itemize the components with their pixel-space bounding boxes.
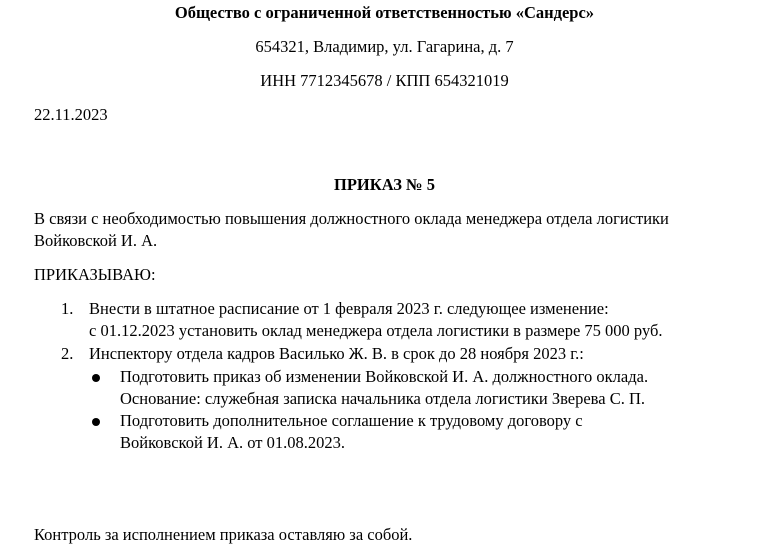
order-directive: ПРИКАЗЫВАЮ:: [34, 265, 156, 284]
list-item-number: 2.: [61, 344, 74, 363]
order-title: ПРИКАЗ № 5: [333, 175, 435, 194]
list-item-text: Внести в штатное расписание от 1 февраля 2023 г. следующее изменение:: [89, 299, 609, 318]
bullet-icon: [92, 374, 100, 382]
document-date: 22.11.2023: [34, 105, 108, 124]
sublist-item-text: Основание: служебная записка начальника отдела логистики Зверева С. П.: [120, 389, 646, 408]
control-statement: Контроль за исполнением приказа оставляю за собой.: [34, 525, 413, 544]
sublist-item-text: Подготовить приказ об изменении Войковской И. А. должностного оклада.: [120, 367, 649, 386]
list-item-text: с 01.12.2023 установить оклад менеджера отдела логистики в размере 75 000 руб.: [89, 321, 663, 340]
list-item-number: 1.: [61, 299, 74, 318]
order-intro: В связи с необходимостью повышения должностного оклада менеджера отдела логистики Войковской И. А.: [34, 209, 669, 250]
list-item-text: Инспектору отдела кадров Василько Ж. В. в срок до 28 ноября 2023 г.:: [89, 344, 584, 363]
organization-name: Общество с ограниченной ответственностью «Сандерс»: [174, 3, 595, 22]
sublist-item-text: Войковской И. А. от 01.08.2023.: [120, 433, 345, 452]
sublist-item-text: Подготовить дополнительное соглашение к трудовому договору с: [120, 411, 583, 430]
bullet-icon: [92, 418, 100, 426]
organization-address: 654321, Владимир, ул. Гагарина, д. 7: [255, 37, 514, 56]
organization-tax-ids: ИНН 7712345678 / КПП 654321019: [260, 71, 509, 90]
